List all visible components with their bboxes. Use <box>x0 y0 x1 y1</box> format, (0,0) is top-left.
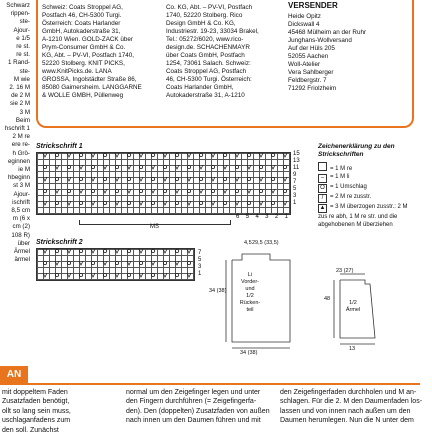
yarn-over-symbol <box>151 201 154 204</box>
yarn-over-symbol <box>247 153 250 156</box>
yarn-over-symbol <box>67 261 70 264</box>
supplier-line: Industriestr. 19-23, 33034 Brakel, <box>166 28 259 35</box>
supplier-line: Schweiz: Coats Stroppel AG, <box>42 4 123 11</box>
knit-symbol <box>271 189 275 193</box>
chart1-symbols <box>36 152 289 213</box>
knit-symbol <box>43 249 47 253</box>
yarn-over-symbol <box>223 177 226 180</box>
yarn-over-symbol <box>43 261 46 264</box>
left-column-line: 108 R) <box>11 231 30 239</box>
dim-sleeve-bottom: 13 <box>349 346 356 352</box>
yarn-over-symbol <box>271 177 274 180</box>
knit-symbol <box>199 165 203 169</box>
knit-symbol <box>151 165 155 169</box>
knit-symbol <box>199 189 203 193</box>
knit-symbol <box>67 201 71 205</box>
bottom-line: den soll. Zunächst <box>2 426 59 434</box>
knit-symbol <box>259 177 263 181</box>
knit-symbol <box>187 177 191 181</box>
knit-symbol <box>235 177 239 181</box>
left-column-line: eginnen <box>7 157 30 165</box>
yarn-over-symbol <box>175 273 178 276</box>
knit-symbol <box>139 177 143 181</box>
chart1-row-number: 3 <box>293 193 297 199</box>
yarn-over-symbol <box>223 153 226 156</box>
supplier-line: 1740, 52220 Stolberg. Rico <box>166 12 243 19</box>
versender-line: Auf der Hüls 205 <box>288 45 335 52</box>
chart1-col-number: 2 <box>274 214 279 220</box>
yarn-over-symbol <box>223 201 226 204</box>
yarn-over-symbol <box>199 153 202 156</box>
knit-symbol <box>163 201 167 205</box>
left-column-line: Ärmel <box>13 248 30 256</box>
bottom-line: Daumen herumlegen. Nun die N unter dem <box>280 417 414 425</box>
knit-symbol <box>79 189 83 193</box>
knit-symbol <box>79 261 83 265</box>
left-column-line: ere re- <box>11 141 30 149</box>
knit-symbol <box>151 189 155 193</box>
supplier-line: Postfach 46, CH-5300 Turgi. <box>42 12 122 19</box>
knit-symbol <box>211 201 215 205</box>
knit-symbol <box>139 153 143 157</box>
left-column-line: ste- <box>19 18 30 26</box>
bottom-line: ollt so lang sein muss, <box>2 407 71 415</box>
yarn-over-symbol <box>139 261 142 264</box>
dim-height: 34 (38) <box>209 288 227 294</box>
knit-symbol <box>259 201 263 205</box>
bottom-line: normal um den Zeigefinger legen und unter <box>126 389 261 396</box>
supplier-col-2 <box>166 4 284 100</box>
knit-symbol <box>103 189 107 193</box>
legend-item: O = 1 Umschlag <box>318 183 418 193</box>
legend-symbol-icon: – <box>318 174 327 183</box>
yarn-over-symbol <box>103 273 106 276</box>
yarn-over-symbol <box>247 201 250 204</box>
knit-symbol <box>67 249 71 253</box>
chart1-row-number: 13 <box>293 158 300 164</box>
knit-symbol <box>67 153 71 157</box>
versender-line: Woll-Atelier <box>288 61 321 68</box>
left-column-line: ste- <box>19 67 30 75</box>
left-column-line: rippen- <box>10 10 30 18</box>
chart2-row-numbers <box>198 250 208 278</box>
yarn-over-symbol <box>127 177 130 180</box>
knit-symbol <box>115 273 119 277</box>
yarn-over-symbol <box>163 189 166 192</box>
yarn-over-symbol <box>187 189 190 192</box>
supplier-line: Autokaderstraße 31, A-1210 <box>166 92 245 99</box>
bottom-text-col-1 <box>2 388 122 435</box>
knit-symbol <box>43 201 47 205</box>
yarn-over-symbol <box>55 153 58 156</box>
left-column-line: hbeginn <box>7 174 30 182</box>
left-column-line: ischrift <box>12 198 30 206</box>
knit-symbol <box>103 261 107 265</box>
section-divider <box>0 383 420 385</box>
versender-line: Vera Sahlberger <box>288 69 334 76</box>
left-column-line: de 2 M <box>11 92 30 100</box>
chart1-col-numbers <box>236 214 288 221</box>
yarn-over-symbol <box>175 177 178 180</box>
legend-symbol-icon: O <box>318 184 327 193</box>
dim-sleeve-top: 23 (27) <box>336 268 354 274</box>
knit-symbol <box>43 177 47 181</box>
dim-bottom-width: 34 (38) <box>240 350 258 356</box>
yarn-over-symbol <box>163 165 166 168</box>
yarn-over-symbol <box>91 165 94 168</box>
versender-heading: VERSENDER <box>288 1 338 10</box>
supplier-line: GROSSA, Ingolstädter Straße 86, <box>42 76 137 83</box>
knit-symbol <box>55 261 59 265</box>
chart1-col-number: 4 <box>255 214 259 220</box>
left-column-line: Beim <box>15 116 30 124</box>
versender-line: Junghans-Wollversand <box>288 37 352 44</box>
yarn-over-symbol <box>247 177 250 180</box>
chart1-row-number: 5 <box>293 186 297 192</box>
versender-line: 45468 Mülheim an der Ruhr <box>288 29 367 36</box>
bottom-line: den). Den (doppelten) Zusatzfaden von außen <box>126 407 270 415</box>
yarn-over-symbol <box>127 249 130 252</box>
yarn-over-symbol <box>175 201 178 204</box>
yarn-over-symbol <box>283 165 286 168</box>
yarn-over-symbol <box>115 189 118 192</box>
knit-symbol <box>91 153 95 157</box>
yarn-over-symbol <box>115 165 118 168</box>
knit-symbol <box>175 261 179 265</box>
knit-symbol <box>283 201 287 205</box>
supplier-line: Design GmbH & Co. KG, <box>166 20 236 27</box>
yarn-over-symbol <box>55 273 58 276</box>
knit-symbol <box>79 165 83 169</box>
supplier-line: & WOLLE GMBH, Püllenweg <box>42 92 124 99</box>
bottom-line: lassen und von innen nach außen um den <box>280 407 411 415</box>
left-column-text <box>0 2 30 265</box>
knit-symbol <box>163 177 167 181</box>
yarn-over-symbol <box>187 165 190 168</box>
yarn-over-symbol <box>79 249 82 252</box>
yarn-over-symbol <box>79 273 82 276</box>
left-column-line: Ajour- <box>13 190 30 198</box>
yarn-over-symbol <box>151 249 154 252</box>
legend-items <box>318 162 418 229</box>
yarn-over-symbol <box>43 189 46 192</box>
yarn-over-symbol <box>175 153 178 156</box>
knit-symbol <box>163 153 167 157</box>
yarn-over-symbol <box>199 201 202 204</box>
supplier-line: Coats Stroppel AG, Postfach <box>166 68 247 75</box>
supplier-line: 46, CH-5300 Turgi. Österreich: <box>166 76 252 83</box>
yarn-over-symbol <box>235 189 238 192</box>
chart2-row-number: 7 <box>198 250 202 256</box>
chart2-row-number: 3 <box>198 264 202 270</box>
yarn-over-symbol <box>259 165 262 168</box>
supplier-line: Co. KG, Abt. – PV-VI, Postfach <box>166 4 253 11</box>
knit-symbol <box>187 201 191 205</box>
yarn-over-symbol <box>115 261 118 264</box>
left-column-line: ie M <box>18 166 30 174</box>
chart1-row-number: 11 <box>293 165 300 171</box>
supplier-line: über Coats GmbH, Postfach <box>166 52 245 59</box>
yarn-over-symbol <box>163 261 166 264</box>
yarn-over-symbol <box>55 177 58 180</box>
supplier-line: 52220 Stolberg. KNIT PICKS, <box>42 60 125 67</box>
chart2-symbols <box>36 248 193 279</box>
knit-symbol <box>163 249 167 253</box>
knit-symbol <box>187 153 191 157</box>
knit-symbol <box>43 153 47 157</box>
bottom-line: schlagen. Für die 2. M den Daumenfaden los- <box>280 398 423 406</box>
supplier-line: 85080 Gaimersheim. LANGGARNE <box>42 84 142 91</box>
supplier-line: KG, Abt. – PV-VI, Postfach 1740, <box>42 52 135 59</box>
knit-symbol <box>55 165 59 169</box>
left-column-line: 2. 16 M <box>9 84 30 92</box>
supplier-line: A-1210 Wien. GOLD-ZACK über <box>42 36 133 43</box>
knit-symbol <box>91 249 95 253</box>
supplier-line: 1254, 73061 Salach. Schweiz: <box>166 60 251 67</box>
knit-symbol <box>139 201 143 205</box>
legend-symbol-icon: / <box>318 194 327 203</box>
chart1-row-number: 1 <box>293 200 297 206</box>
knit-symbol <box>91 177 95 181</box>
versender-line: Dickswall 4 <box>288 21 320 28</box>
yarn-over-symbol <box>271 201 274 204</box>
yarn-over-symbol <box>235 165 238 168</box>
knit-symbol <box>115 201 119 205</box>
knit-symbol <box>127 165 131 169</box>
yarn-over-symbol <box>151 153 154 156</box>
knit-symbol <box>187 249 191 253</box>
knit-symbol <box>151 261 155 265</box>
section-marker: AN <box>0 366 28 384</box>
left-column-line: st 3 M <box>13 182 30 190</box>
yarn-over-symbol <box>151 177 154 180</box>
knit-symbol <box>247 165 251 169</box>
knit-symbol <box>139 273 143 277</box>
knit-symbol <box>127 261 131 265</box>
left-column-line: 8,5 cm <box>11 207 30 215</box>
yarn-over-symbol <box>103 153 106 156</box>
left-column-line: sie 2 M <box>10 100 30 108</box>
schematic-sleeve-label: 1/2 Ärmel <box>345 300 361 313</box>
yarn-over-symbol <box>67 189 70 192</box>
knit-symbol <box>115 177 119 181</box>
yarn-over-symbol <box>283 189 286 192</box>
left-column-line: Ajour- <box>13 26 30 34</box>
knit-symbol <box>175 189 179 193</box>
left-column-line: Schwarz <box>6 2 30 9</box>
knit-symbol <box>211 153 215 157</box>
yarn-over-symbol <box>139 189 142 192</box>
bottom-line: nach innen um den Daumen führen und mit <box>126 417 261 425</box>
yarn-over-symbol <box>139 165 142 168</box>
supplier-line: Österreich: Coats Harlander <box>42 20 121 27</box>
left-column-line: hschrift 1 <box>4 125 30 133</box>
knit-symbol <box>103 165 107 169</box>
left-column-line: M wie <box>13 75 30 83</box>
knit-symbol <box>223 189 227 193</box>
yarn-over-symbol <box>55 201 58 204</box>
chart1-repeat-label: MS <box>150 224 159 230</box>
knit-symbol <box>187 273 191 277</box>
bottom-line: den Fingern durchführen (= Zeigefingerfa- <box>126 398 257 406</box>
left-column-line: ärmel <box>14 256 30 264</box>
yarn-over-symbol <box>79 177 82 180</box>
supplier-line: design.de. SCHACHENMAYR <box>166 44 250 51</box>
knit-symbol <box>235 201 239 205</box>
supplier-line: Prym-Consumer GmbH & Co. <box>42 44 126 51</box>
dim-sleeve-len: 48 <box>324 296 331 302</box>
chart1-title: Strickschrift 1 <box>36 143 83 150</box>
chart1-row-numbers <box>293 151 303 207</box>
yarn-over-symbol <box>103 201 106 204</box>
knit-symbol <box>115 153 119 157</box>
yarn-over-symbol <box>79 201 82 204</box>
knit-symbol <box>211 177 215 181</box>
versender-line: 52055 Aachen <box>288 53 329 60</box>
chart1-row-number: 7 <box>293 179 297 185</box>
legend-item: = 1 M re <box>318 162 418 173</box>
versender-line: Feldbergstr. 7 <box>288 77 327 84</box>
supplier-col-1 <box>42 4 160 100</box>
yarn-over-symbol <box>151 273 154 276</box>
yarn-over-symbol <box>103 177 106 180</box>
knit-symbol <box>283 177 287 181</box>
knit-symbol <box>127 189 131 193</box>
yarn-over-symbol <box>175 249 178 252</box>
bottom-line: Zusatzfaden benötigt, <box>2 398 70 406</box>
knit-symbol <box>67 177 71 181</box>
chart1-col-number: 1 <box>284 214 288 220</box>
left-column-line: e 1/5 <box>16 34 30 42</box>
bottom-line: mit doppeltem Faden <box>2 389 68 396</box>
left-column-line: m (6 x <box>12 215 30 223</box>
knit-symbol <box>115 249 119 253</box>
yarn-over-symbol <box>127 153 130 156</box>
legend-item: – = 1 M li <box>318 173 418 183</box>
chart1-row-number: 15 <box>293 151 300 157</box>
yarn-over-symbol <box>211 189 214 192</box>
chart2-row-number: 5 <box>198 257 202 263</box>
supplier-line: GmbH, Autokaderstraße 31, <box>42 28 121 35</box>
knit-symbol <box>259 153 263 157</box>
bottom-line: uschlaganfadens zum <box>2 417 71 425</box>
knit-symbol <box>175 165 179 169</box>
versender-line: 71292 Friolzheim <box>288 85 337 92</box>
left-column-line: h Grö- <box>12 149 30 157</box>
legend-symbol-icon <box>318 162 327 171</box>
yarn-over-symbol <box>187 261 190 264</box>
chart1-col-number: 3 <box>265 214 269 220</box>
bottom-text-col-3 <box>280 388 426 426</box>
left-column-line: 1 Rand- <box>7 59 30 67</box>
bottom-line: den Zeigefingerfaden durchholen und M an- <box>280 389 417 396</box>
chart2-row-number: 1 <box>198 271 202 277</box>
supplier-line: Tel.: 05272/6020, www.rico- <box>166 36 244 43</box>
chart1-row-number: 9 <box>293 172 297 178</box>
left-column-line: re st. <box>16 51 30 59</box>
yarn-over-symbol <box>79 153 82 156</box>
chart1-col-number: 6 <box>236 214 240 220</box>
legend-symbol-icon: ▲ <box>319 205 326 211</box>
knit-symbol <box>55 189 59 193</box>
bottom-text-col-2 <box>126 388 276 426</box>
yarn-over-symbol <box>67 165 70 168</box>
supplier-line: Coats Harlander GmbH, <box>166 84 234 91</box>
knit-symbol <box>139 249 143 253</box>
yarn-over-symbol <box>91 189 94 192</box>
left-column-line: cm (2) <box>12 223 30 231</box>
knit-symbol <box>283 153 287 157</box>
yarn-over-symbol <box>259 189 262 192</box>
yarn-over-symbol <box>211 165 214 168</box>
left-column-line: 3 M <box>19 108 30 116</box>
yarn-over-symbol <box>55 249 58 252</box>
knit-symbol <box>91 273 95 277</box>
knit-symbol <box>43 273 47 277</box>
yarn-over-symbol <box>271 153 274 156</box>
knit-symbol <box>91 201 95 205</box>
yarn-over-symbol <box>127 273 130 276</box>
knit-symbol <box>247 189 251 193</box>
legend-title: Zeichenerklärung zu den Strickschriften <box>318 143 395 158</box>
schematic-body-label: Li Vorder- und 1/2 Rücken- teil <box>239 272 261 313</box>
dim-top-width: 29,5 (33,5) <box>252 240 279 246</box>
knit-symbol <box>223 165 227 169</box>
yarn-over-symbol <box>103 249 106 252</box>
yarn-over-symbol <box>127 201 130 204</box>
knit-symbol <box>163 273 167 277</box>
yarn-over-symbol <box>43 165 46 168</box>
yarn-over-symbol <box>199 177 202 180</box>
left-column-line: 2 M re <box>12 133 30 141</box>
chart1-col-number: 5 <box>245 214 250 220</box>
legend-item: ▲ = 3 M überzogen zusstr.: 2 M zus re abh, 1 M re str. und die abgehobenen M überziehen <box>318 204 408 228</box>
supplier-line: www.KnitPicks.de. LANA <box>42 68 112 75</box>
left-column-line: über <box>17 239 30 247</box>
chart2-title: Strickschrift 2 <box>36 239 83 246</box>
versender-line: Heide Opitz <box>288 13 321 20</box>
supplier-col-3 <box>288 13 408 93</box>
left-column-line: re st. <box>16 43 30 51</box>
dim-neck: 4,5 <box>244 240 252 246</box>
knit-symbol <box>271 165 275 169</box>
legend-item: / = 2 M re zusstr. <box>318 193 418 203</box>
knit-symbol <box>67 273 71 277</box>
knit-symbol <box>235 153 239 157</box>
yarn-over-symbol <box>91 261 94 264</box>
